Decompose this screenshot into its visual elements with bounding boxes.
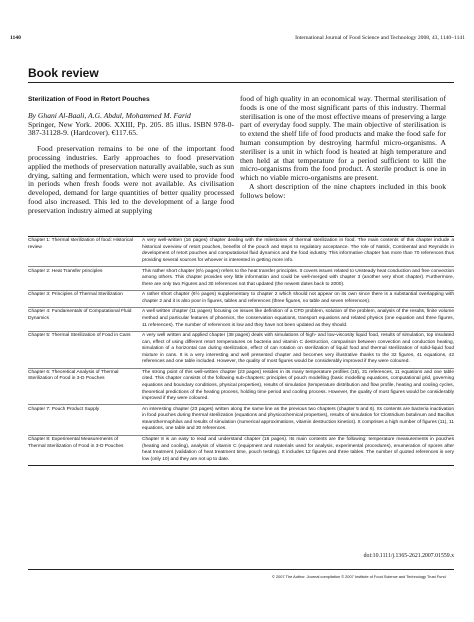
table-row xyxy=(28,237,454,267)
left-column xyxy=(28,96,234,216)
paragraph-3: A short description of the nine chapters included in this book follows below: xyxy=(240,181,446,200)
chapter-title: Chapter 6: Theoretical Analysis of Thermal Sterilization of Food in 3-D Pouches xyxy=(28,368,142,405)
section-title: Book review xyxy=(28,66,99,80)
table-row xyxy=(28,267,454,291)
journal-citation: International Journal of Food Science and Technology 2008, 43, 1140–1141 xyxy=(295,35,465,41)
chapter-description: A rather short chapter (6½ pages) supplementary to chapter 2 which should not appear on its own since there is a substantial overlapping with chapter 2 and it is also poor in figures, tables and references (three figures, no table and seven references). xyxy=(142,290,454,307)
chapter-description: A well written chapter (11 pages) focusing on issues like definition of a CFD problem, solution of the problem, analysis of the results, finite volume method and particular features of phoenics, the conservation equations, transport equations and related physics (one equation and three figures, 11 references). The number of references is low and they have not been updated as they should. xyxy=(142,308,454,332)
table-row xyxy=(28,405,454,435)
chapter-title: Chapter 8: Experimental Measurements of Thermal Sterilization of Food in 3-D Pouches xyxy=(28,435,142,465)
paragraph-2: food of high quality in an economical way. Thermal sterilisation of foods is one of the most significant parts of this industry. Thermal sterilisation is one of the most effective means of preserving a large part of everyday food supply. The main objective of sterilisation is to extend the shelf life of food products and make the food safe for human consumption by destroying harmful micro-organisms. A steriliser is a unit in which food is heated at high temperature and then held at that temperature for a period sufficient to kill the micro-organisms from the food product. A sterile product is one in which no viable micro-organisms are present. xyxy=(240,94,446,183)
doi-link[interactable]: doi:10.1111/j.1365-2621.2007.01559.x xyxy=(363,553,454,559)
chapter-description: A very well written and applied chapter (38 pages) deals with simulations of high- and low-viscosity liquid food, results of simulation, top insulated can, effect of using different retort temperatures on bacteria and vitamin C destruction, comparison between convection and conduction heating, simulation of a horizontal can during sterilization, effect of can rotation on sterilization of liquid food and thermal sterilization of solid-liquid food mixture in cans. It is a very interesting and well presented chapter and becomes very illustrative thanks to the 32 figures, 41 equations, 42 references and one table included. However, the quality of most figures would be considerably improved if they were coloured. xyxy=(142,331,454,368)
chapter-title: Chapter 7: Pouch Product Supply xyxy=(28,405,142,435)
title-rule xyxy=(28,82,454,83)
chapter-title: Chapter 5: Thermal Sterilization of Food in Cans xyxy=(28,331,142,368)
table-row xyxy=(28,435,454,465)
footer-rule xyxy=(28,569,454,570)
book-publisher: Springer, New York. 2006. XXIII, Pp. 205. 85 illus. ISBN 978-0-387-31128-9. (Hardcover). €117.65. xyxy=(28,119,234,138)
copyright-notice: © 2007 The Author. Journal compilation © 2007 Institute of Food Science and Technology Trust Fund xyxy=(272,574,446,579)
chapter-title: Chapter 4: Fundamentals of Computational Fluid Dynamics xyxy=(28,308,142,332)
chapter-title: Chapter 1: Thermal sterilization of food: Historical review xyxy=(28,237,142,267)
page-number: 1140 xyxy=(10,35,21,41)
chapter-description: Chapter 8 is an easy to read and understand chapter (16 pages). Its main contents are the following: temperature measurements in pouches (heating and cooling), analysis of vitamin C (equipment and materials used for analysis, experimental procedures), enumeration of spores after heat treatment (validation of heat treatment time, pouch testing). It includes 12 figures and three tables. The number of quoted references is very low (only 10) and they are not up to date. xyxy=(142,435,454,465)
table-row xyxy=(28,308,454,332)
table-row xyxy=(28,368,454,405)
table-row xyxy=(28,290,454,307)
chapter-description: A very well-written (16 pages) chapter dealing with the milestones of thermal sterilization in food. The main contents of this chapter include a historical overview of retort pouches, benefits of the pouch and steps to regulatory acceptance. The role of Natick, Continental and Reynolds in development of retort pouches and computational fluid dynamics and the food industry. This informative chapter has more than 70 references thus providing several sources for whoever is interested in getting more info. xyxy=(142,237,454,267)
table-row xyxy=(28,331,454,368)
chapter-title: Chapter 3: Principles of Thermal Sterilization xyxy=(28,290,142,307)
paragraph-1: Food preservation remains to be one of the important food processing industries. Early approaches to food preservation applied the methods of preservation naturally available, such as sun drying, salting and fermentation, which were used to provide food in periods when fresh foods were not available. As civilisation developed, demand for large quantities of better quality processed food also increased. This led to the development of a large food preservation industry aimed at supplying xyxy=(28,144,234,215)
chapter-description: This rather short chapter (6½ pages) refers to the heat transfer principles. It covers issues related to Unsteady heat conduction and free convection among others. This chapter provides very little information and could be well-merged with chapter 3 (another very short chapter). Furthermore, there are only two Figures and 30 references not that updated (the newest dates back to 2000). xyxy=(142,267,454,291)
book-title: Sterilization of Food in Retort Pouches xyxy=(28,96,150,103)
chapter-description: The strong point of this well-written chapter (23 pages) resides in its many temperature profiles (16), 31 references, 11 equations and one table cited. This chapter consists of the following sub-chapters: principles of pouch modelling (basic modelling equations, computational grid, governing equations and boundary conditions, physical properties), results of simulation (temperature distribution and flow profile, heating and cooling cycles, theoretical predictions of the heating process, holding time period and cooling process. However, the quality of most figures would be considerably improved if they were coloured. xyxy=(142,368,454,405)
book-authors: By Ghani Al-Baali, A.G. Abdul, Mohammed M. Farid xyxy=(28,110,191,120)
chapter-table xyxy=(28,236,454,466)
chapter-description: An interesting chapter (23 pages) written along the same line as the previous two chapters (chapter 5 and 6). Its contents are bacteria inactivation in food pouches during thermal sterilization (equations and physicochemical properties), results of simulation for Clostridium botulinum and Bacillus stearothermophilus and results of simulation (numerical approximations, vitamin destruction kinetics). It comprises a high number of figures (11), 11 equations, one table and 30 references. xyxy=(142,405,454,435)
chapter-title: Chapter 2: Heat Transfer principles xyxy=(28,267,142,291)
right-column xyxy=(240,95,446,201)
